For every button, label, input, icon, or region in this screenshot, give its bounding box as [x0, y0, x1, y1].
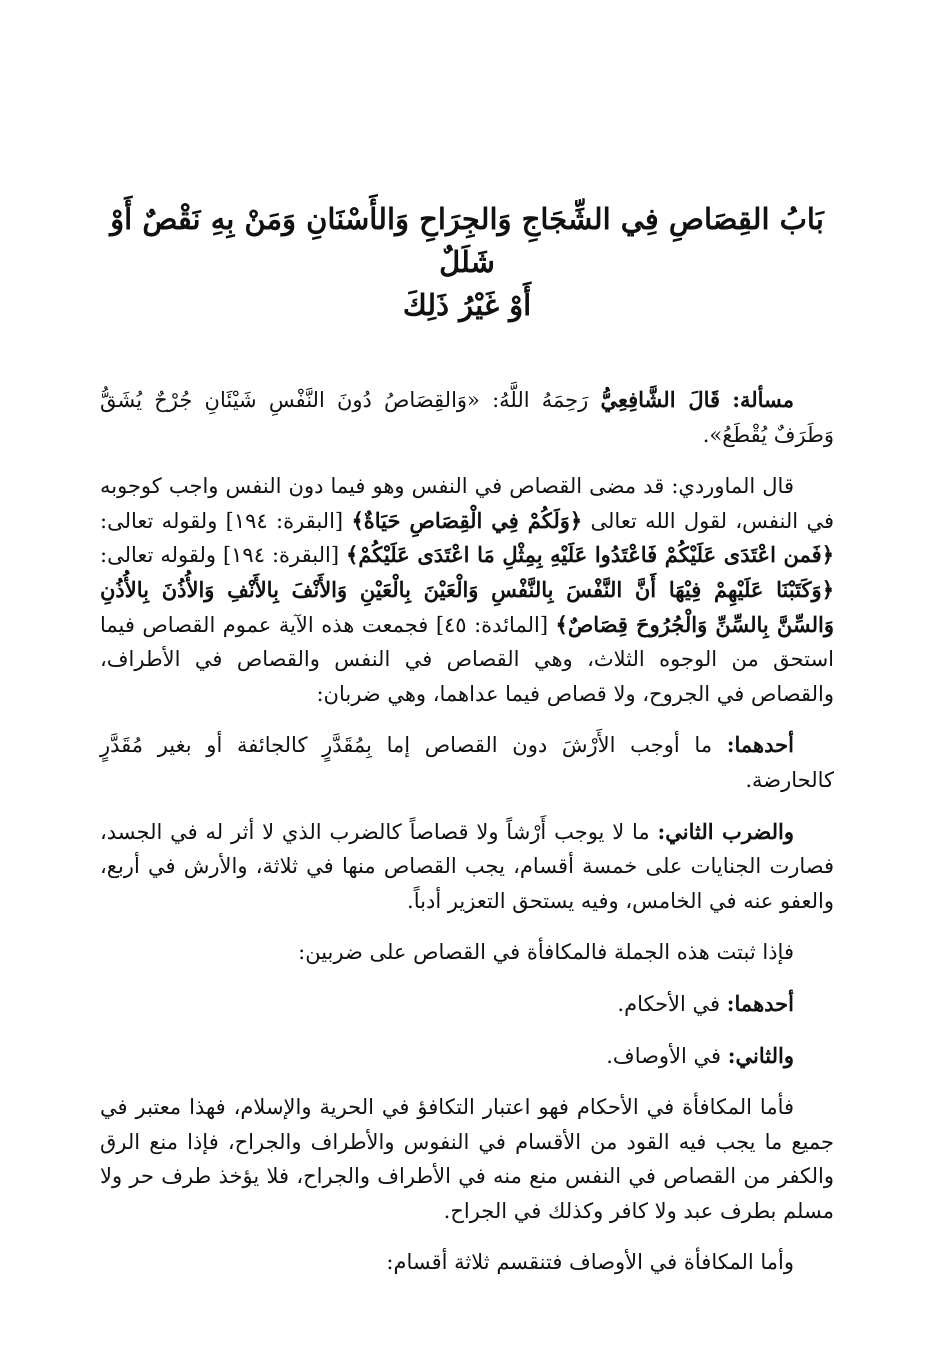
p2-text: ما أوجب الأَرْشَ دون القصاص إما بِمُقَدَّرٍ كالجائفة أو بغير مُقَدَّرٍ كالحارضة. [100, 733, 834, 792]
masala-label: مسألة: [732, 387, 795, 412]
quran-verse-1: ﴿وَلَكُمْ فِي الْقِصَاصِ حَيَاةٌ﴾ [351, 507, 583, 533]
p5-label: أحدهما: [726, 990, 794, 1016]
commentary-paragraph-5 [100, 987, 834, 1022]
commentary-paragraph-3 [100, 815, 834, 919]
p7-text: فأما المكافأة في الأحكام فهو اعتبار التكافؤ في الحرية والإسلام، فهذا معتبر في جميع ما يجب فيه القود من الأقسام في النفوس والأطراف والجراح، فإذا منع الرق والكفر من القصاص في النفس منع منه في الأطراف والجراح، فلا يؤخذ طرف حر ولا مسلم بطرف عبد ولا كافر وكذلك في الجراح. [100, 1095, 834, 1223]
quran-verse-3: ﴿وَكَتَبْنَا عَلَيْهِمْ فِيْهَا أَنَّ النَّفْسَ بِالنَّفْسِ وَالْعَيْنَ بِالْعَيْنِ وَالأَنْفَ بِالأَنْفِ وَالأُذُنَ بِالأُذُنِ وَالسِّنَّ بِالسِّنِّ وَالْجُرُوحَ قِصَاصٌ﴾ [100, 576, 834, 637]
p2-label: أحدهما: [726, 732, 794, 758]
masala-rahimahu: رَحِمَهُ اللَّهُ: [492, 388, 589, 412]
masala-quote: «وَالقِصَاصُ دُونَ النَّفْسِ شَيْئَانِ جُرْحٌ يُشَقُّ وَطَرَفٌ يُقْطَعُ». [100, 388, 834, 447]
p5-text: في الأحكام. [617, 991, 721, 1016]
p1-intro: قال الماوردي: قد مضى القصاص في النفس وهو فيما دون النفس واجب كوجوبه في النفس، لقول الله تعالى [100, 474, 834, 533]
commentary-paragraph-7 [100, 1090, 834, 1228]
p1-rest: [المائدة: ٤٥] فجمعت هذه الآية عموم القصاص فيما استحق من الوجوه الثلاث، وهي القصاص في النفس والقصاص في الأطراف، والقصاص في الجروح، ولا قصاص فيما عداهما، وهي ضربان: [100, 612, 834, 706]
p6-text: في الأوصاف. [606, 1043, 722, 1068]
p4-text: فإذا ثبتت هذه الجملة فالمكافأة في القصاص على ضربين: [298, 940, 794, 965]
p3-label: والضرب الثاني: [657, 818, 794, 844]
quran-verse-2: ﴿فَمن اعْتَدَى عَلَيْكُمْ فَاعْتَدُوا عَلَيْهِ بِمِثْلِ مَا اعْتَدَى عَلَيْكُمْ﴾ [346, 542, 834, 568]
p8-text: وأما المكافأة في الأوصاف فتنقسم ثلاثة أقسام: [386, 1250, 794, 1275]
chapter-title-line-1: بَابُ القِصَاصِ فِي الشِّجَاجِ وَالجِرَاحِ وَالأَسْنَانِ وَمَنْ بِهِ نَقْصٌ أَوْ شَلَلٌ [110, 202, 824, 279]
commentary-paragraph-4 [100, 935, 834, 970]
commentary-paragraph-2 [100, 728, 834, 797]
p1-ref-2: [البقرة: ١٩٤] ولقوله تعالى: [100, 543, 340, 568]
commentary-paragraph-6 [100, 1039, 834, 1074]
commentary-paragraph-8 [100, 1245, 834, 1280]
p6-label: والثاني: [727, 1042, 794, 1068]
commentary-paragraph-1 [100, 469, 834, 711]
masala-speaker: قَالَ الشَّافِعِيُّ [600, 387, 721, 412]
chapter-title-line-2: أَوْ غَيْرُ ذَلِكَ [402, 288, 532, 322]
chapter-title [100, 198, 834, 327]
masala-paragraph [100, 383, 834, 452]
p1-ref-1: [البقرة: ١٩٤] ولقوله تعالى: [100, 508, 344, 533]
p3-text: ما لا يوجب أَرْشاً ولا قصاصاً كالضرب الذي لا أثر له في الجسد، فصارت الجنايات على خمسة أقسام، يجب القصاص منها في ثلاثة، والأرش في أربع، والعفو عنه في الخامس، وفيه يستحق التعزير أدباً. [100, 819, 834, 913]
